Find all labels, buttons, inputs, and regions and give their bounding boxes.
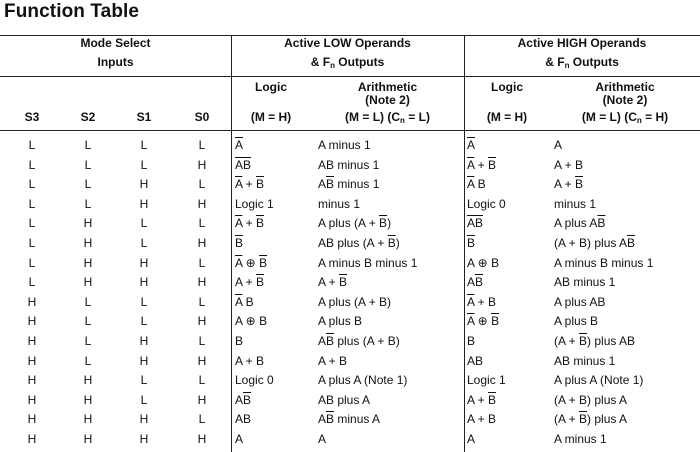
row-4-s1: H: [139, 197, 149, 211]
s2-header: S2: [80, 110, 96, 124]
row-10-s1: L: [140, 314, 148, 328]
row-16-s1: H: [139, 432, 149, 446]
row-11-high-arith: $(A + \overline{B})$ plus AB: [554, 334, 636, 348]
row-9-s1: L: [140, 295, 148, 309]
row-12-s2: L: [84, 354, 92, 368]
row-6-s0: H: [197, 236, 207, 250]
row-11-s2: L: [84, 334, 92, 348]
row-11-s3: H: [27, 334, 37, 348]
row-16-low-logic: A: [235, 432, 244, 446]
row-4-s0: H: [197, 197, 207, 211]
row-14-s3: H: [27, 393, 37, 407]
high-logic-mode: (M = H): [486, 110, 528, 124]
high-logic-header: Logic: [491, 80, 523, 94]
row-15-s0: L: [198, 412, 206, 426]
row-4-low-arith: minus 1: [318, 197, 361, 211]
row-13-s3: H: [27, 373, 37, 387]
row-3-low-logic: $\overline{A} + \overline{B}$: [235, 177, 265, 191]
row-10-low-arith: A plus B: [318, 314, 363, 328]
row-2-s2: L: [84, 158, 92, 172]
row-2-high-arith: A + B: [554, 158, 584, 172]
low-high-divider: [464, 35, 465, 452]
low-arith-header-line2: (Note 2): [365, 93, 410, 107]
row-7-low-arith: A minus B minus 1: [318, 256, 418, 270]
row-4-high-arith: minus 1: [554, 197, 597, 211]
row-1-low-arith: A minus 1: [318, 138, 371, 152]
row-6-low-logic: $\overline{B}$: [235, 236, 244, 250]
row-13-high-arith: A plus A (Note 1): [554, 373, 644, 387]
row-14-s1: L: [140, 393, 148, 407]
high-arith-mode: (M = L) $(C_n = H)$: [581, 110, 669, 125]
row-14-s2: H: [83, 393, 93, 407]
row-15-s2: H: [83, 412, 93, 426]
row-8-low-logic: $A + \overline{B}$: [235, 275, 265, 289]
row-4-s2: L: [84, 197, 92, 211]
row-16-high-logic: A: [467, 432, 476, 446]
row-6-high-arith: (A + B) plus $A\overline{B}$: [554, 236, 636, 250]
row-3-high-arith: $A + \overline{B}$: [554, 177, 584, 191]
row-8-s1: H: [139, 275, 149, 289]
row-10-low-logic: A ⊕ B: [235, 314, 268, 328]
mode-low-divider: [231, 35, 232, 452]
row-6-s2: H: [83, 236, 93, 250]
row-2-high-logic: $\overline{A} + \overline{B}$: [467, 158, 497, 172]
low-arith-mode: (M = L) $(C_n = L)$: [345, 110, 430, 125]
row-12-low-logic: A + B: [235, 354, 265, 368]
row-12-high-arith: AB minus 1: [554, 354, 616, 368]
row-13-s1: L: [140, 373, 148, 387]
row-4-s3: L: [28, 197, 36, 211]
active-low-header-line1: Active LOW Operands: [284, 36, 411, 50]
row-11-low-arith: $A\overline{B}$ plus (A + B): [318, 334, 400, 348]
row-14-low-logic: $A\overline{B}$: [235, 393, 252, 407]
mode-select-header-line1: Mode Select: [80, 36, 151, 50]
column-header-divider: [0, 130, 700, 131]
row-9-low-logic: $\overline{A}$ B: [235, 295, 254, 309]
row-9-high-logic: $\overline{A} + B$: [467, 295, 497, 309]
row-9-high-arith: A plus AB: [554, 295, 606, 309]
row-12-s3: H: [27, 354, 37, 368]
row-15-high-arith: $(A + \overline{B})$ plus A: [554, 412, 628, 426]
row-16-s2: H: [83, 432, 93, 446]
row-1-high-logic: $\overline{A}$: [467, 138, 476, 152]
row-10-s2: L: [84, 314, 92, 328]
page-title: Function Table: [4, 1, 140, 22]
row-6-s3: L: [28, 236, 36, 250]
group-header-divider: [0, 76, 700, 77]
row-14-low-arith: AB plus A: [318, 393, 371, 407]
row-11-s1: H: [139, 334, 149, 348]
s3-header: S3: [24, 110, 40, 124]
row-15-high-logic: A + B: [467, 412, 497, 426]
s0-header: S0: [194, 110, 210, 124]
row-3-low-arith: $A\overline{B}$ minus 1: [318, 177, 380, 191]
row-13-s2: H: [83, 373, 93, 387]
row-3-s2: L: [84, 177, 92, 191]
row-5-s2: H: [83, 216, 93, 230]
active-high-header-line1: Active HIGH Operands: [517, 36, 647, 50]
row-4-low-logic: Logic 1: [235, 197, 274, 211]
row-9-s0: L: [198, 295, 206, 309]
row-5-s3: L: [28, 216, 36, 230]
row-16-s0: H: [197, 432, 207, 446]
row-13-s0: L: [198, 373, 206, 387]
row-13-high-logic: Logic 1: [467, 373, 506, 387]
active-high-header-line2: & $F_n$ Outputs: [545, 55, 619, 70]
row-14-high-logic: $A + \overline{B}$: [467, 393, 497, 407]
high-arith-header-line2: (Note 2): [602, 93, 648, 107]
row-7-high-arith: A minus B minus 1: [554, 256, 654, 270]
row-12-s1: H: [139, 354, 149, 368]
row-5-high-arith: A plus $A\overline{B}$: [554, 216, 606, 230]
row-2-s3: L: [28, 158, 36, 172]
low-logic-header: Logic: [255, 80, 287, 94]
row-5-s0: L: [198, 216, 206, 230]
row-3-high-logic: $\overline{A}$ B: [467, 177, 486, 191]
active-low-header-line2: & $F_n$ Outputs: [310, 55, 385, 70]
row-5-low-arith: A plus $(A + \overline{B})$: [318, 216, 392, 230]
row-16-s3: H: [27, 432, 37, 446]
row-4-high-logic: Logic 0: [467, 197, 506, 211]
row-7-s0: L: [198, 256, 206, 270]
row-6-high-logic: $\overline{B}$: [467, 236, 476, 250]
row-5-high-logic: $\overline{AB}$: [467, 216, 484, 230]
row-8-s0: H: [197, 275, 207, 289]
row-3-s1: H: [139, 177, 149, 191]
row-7-high-logic: A ⊕ B: [467, 256, 500, 270]
row-8-s2: H: [83, 275, 93, 289]
row-10-high-arith: A plus B: [554, 314, 599, 328]
row-11-high-logic: B: [467, 334, 476, 348]
row-6-s1: L: [140, 236, 148, 250]
row-3-s0: L: [198, 177, 206, 191]
row-2-low-arith: AB minus 1: [318, 158, 380, 172]
row-1-s3: L: [28, 138, 36, 152]
row-8-high-logic: $A\overline{B}$: [467, 275, 484, 289]
row-1-low-logic: $\overline{A}$: [235, 138, 244, 152]
low-arith-header-line1: Arithmetic: [357, 80, 418, 94]
row-9-s3: H: [27, 295, 37, 309]
row-15-low-arith: $A\overline{B}$ minus A: [318, 412, 381, 426]
row-7-low-logic: $\overline{A}$ ⊕ $\overline{B}$: [235, 256, 268, 270]
row-2-low-logic: $\overline{AB}$: [235, 158, 252, 172]
row-15-low-logic: AB: [235, 412, 252, 426]
row-2-s0: H: [197, 158, 207, 172]
row-10-s0: H: [197, 314, 207, 328]
row-9-s2: L: [84, 295, 92, 309]
row-8-high-arith: AB minus 1: [554, 275, 616, 289]
row-8-s3: L: [28, 275, 36, 289]
row-1-s0: L: [198, 138, 206, 152]
row-8-low-arith: $A + \overline{B}$: [318, 275, 348, 289]
row-15-s1: H: [139, 412, 149, 426]
low-logic-mode: (M = H): [250, 110, 292, 124]
row-12-low-arith: A + B: [318, 354, 348, 368]
row-10-s3: H: [27, 314, 37, 328]
row-13-low-arith: A plus A (Note 1): [318, 373, 408, 387]
row-1-high-arith: A: [554, 138, 563, 152]
mode-select-header-line2: Inputs: [97, 55, 134, 69]
row-2-s1: L: [140, 158, 148, 172]
row-16-high-arith: A minus 1: [554, 432, 607, 446]
row-15-s3: H: [27, 412, 37, 426]
row-13-low-logic: Logic 0: [235, 373, 274, 387]
row-10-high-logic: $\overline{A}$ ⊕ $\overline{B}$: [467, 314, 500, 328]
row-16-low-arith: A: [318, 432, 327, 446]
row-12-s0: H: [197, 354, 207, 368]
row-7-s3: L: [28, 256, 36, 270]
row-5-low-logic: $\overline{A} + \overline{B}$: [235, 216, 265, 230]
row-14-s0: H: [197, 393, 207, 407]
row-11-s0: L: [198, 334, 206, 348]
row-5-s1: L: [140, 216, 148, 230]
row-12-high-logic: AB: [467, 354, 484, 368]
row-11-low-logic: B: [235, 334, 244, 348]
row-6-low-arith: AB plus $(A + \overline{B})$: [318, 236, 400, 250]
row-1-s1: L: [140, 138, 148, 152]
row-1-s2: L: [84, 138, 92, 152]
row-7-s2: H: [83, 256, 93, 270]
row-9-low-arith: A plus (A + B): [318, 295, 392, 309]
row-14-high-arith: (A + B) plus A: [554, 393, 628, 407]
row-3-s3: L: [28, 177, 36, 191]
row-7-s1: H: [139, 256, 149, 270]
s1-header: S1: [136, 110, 152, 124]
high-arith-header-line1: Arithmetic: [595, 80, 655, 94]
